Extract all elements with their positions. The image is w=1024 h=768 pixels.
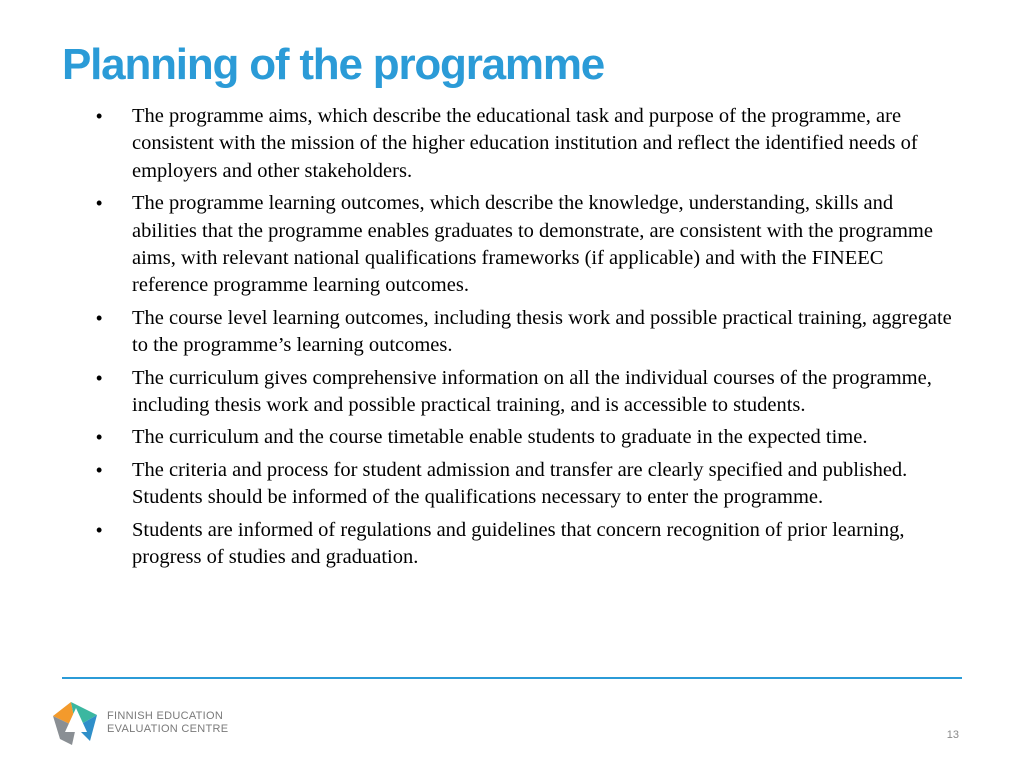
list-item [62, 103, 962, 185]
org-name-line1: FINNISH EDUCATION [107, 710, 224, 722]
list-item [62, 457, 962, 512]
page-number: 13 [946, 729, 959, 741]
list-item [62, 190, 962, 300]
bullet-text: The criteria and process for student admission and transfer are clearly specified and published. Students should be informed of the qualifications necessary to enter the programme. [132, 458, 908, 509]
bullet-marker: • [96, 106, 103, 126]
bullet-text: The course level learning outcomes, including thesis work and possible practical training, aggregate to the programme’s learning outcomes. [132, 306, 952, 357]
slide-title: Planning of the programme [62, 40, 605, 89]
list-item [62, 305, 962, 360]
bullet-text: The curriculum gives comprehensive information on all the individual courses of the programme, including thesis work and possible practical training, and is accessible to students. [132, 366, 932, 417]
bullet-marker: • [96, 459, 103, 480]
bullet-text: The programme aims, which describe the educational task and purpose of the programme, are consistent with the mission of the higher education institution and reflect the identified needs of employers and other stakeholders. [132, 105, 918, 182]
bullet-text: The curriculum and the course timetable enable students to graduate in the expected time. [132, 426, 868, 449]
bullet-text: The programme learning outcomes, which describe the knowledge, understanding, skills and abilities that the programme enables graduates to demonstrate, are consistent with the programme aims, with relevant national qualifications frameworks (if applicable) and with the FINEEC reference programme learning outcomes. [132, 192, 933, 297]
list-item [62, 517, 962, 572]
org-name-line2: EVALUATION CENTRE [107, 723, 229, 735]
bullet-marker: • [96, 427, 103, 448]
bullet-marker: • [96, 193, 103, 214]
bullet-marker: • [96, 519, 103, 540]
list-item [62, 365, 962, 420]
list-item [62, 424, 962, 451]
bullet-marker: • [96, 307, 103, 328]
bullet-marker: • [96, 367, 103, 388]
footer-divider [62, 677, 962, 679]
org-name [107, 710, 228, 736]
bullet-text: Students are informed of regulations and guidelines that concern recognition of prior learning, progress of studies and graduation. [132, 518, 905, 569]
fineec-logo-icon [50, 699, 100, 747]
bullet-list [62, 103, 962, 577]
